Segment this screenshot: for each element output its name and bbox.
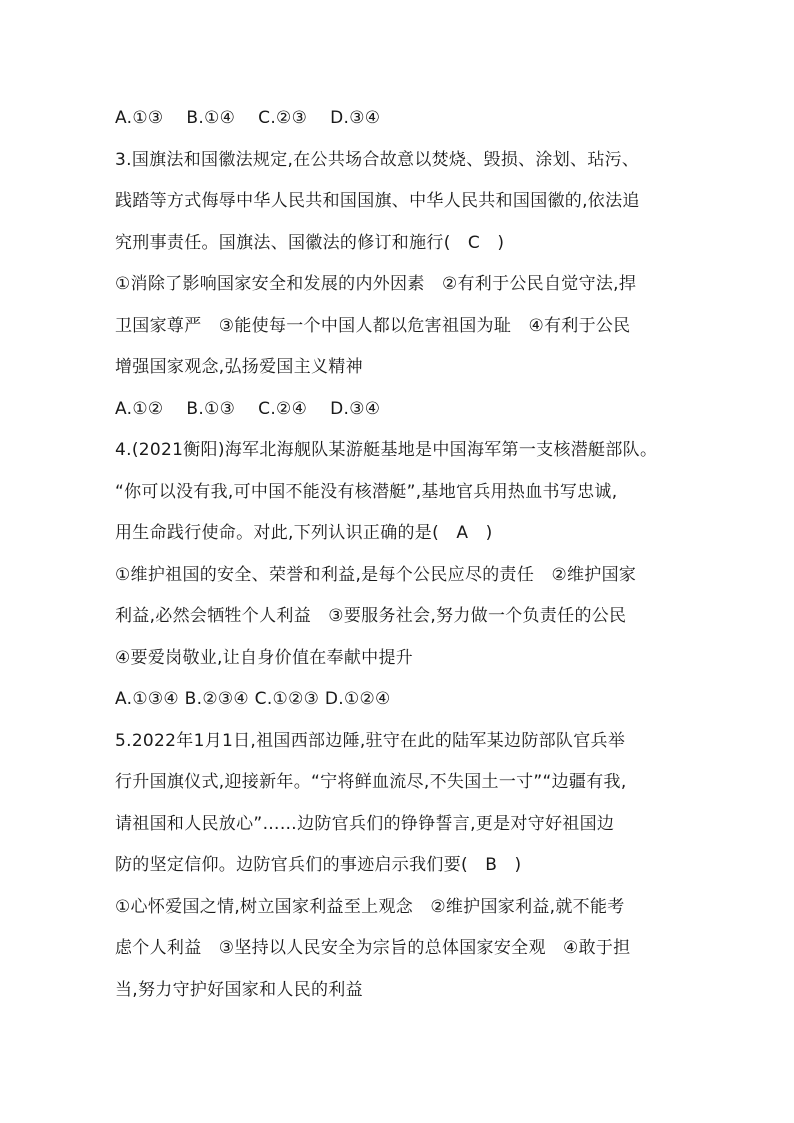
q3-statement-line-2: 卫国家尊严 ③能使每一个中国人都以危害祖国为耻 ④有利于公民 [115,316,631,336]
q5-stem-line-4: 防的坚定信仰。边防官兵们的事迹启示我们要( B ) [115,855,522,875]
q4-stem-line-2: “你可以没有我,可中国不能没有核潜艇”,基地官兵用热血书写忠诚, [115,482,618,502]
q4-statement-line-3: ④要爱岗敬业,让自身价值在奉献中提升 [115,648,414,668]
q5-statement-line-1: ①心怀爱国之情,树立国家利益至上观念 ②维护国家利益,就不能考 [115,897,625,917]
q3-stem-line-3: 究刑事责任。国旗法、国徽法的修订和施行( C ) [115,233,505,253]
q4-statement-line-2: 利益,必然会牺牲个人利益 ③要服务社会,努力做一个负责任的公民 [115,606,627,626]
q3-statement-line-3: 增强国家观念,弘扬爱国主义精神 [115,357,363,377]
q5-statement-line-3: 当,努力守护好国家和人民的利益 [115,980,363,1000]
q4-statement-line-1: ①维护祖国的安全、荣誉和利益,是每个公民应尽的责任 ②维护国家 [115,565,637,585]
q3-options: A.①② B.①③ C.②④ D.③④ [115,399,381,419]
q2-options: A.①③ B.①④ C.②③ D.③④ [115,108,381,128]
q4-options: A.①③④ B.②③④ C.①②③ D.①②④ [115,689,391,709]
q4-stem-line-3: 用生命践行使命。对此,下列认识正确的是( A ) [115,523,493,543]
q4-stem-line-1: 4.(2021衡阳)海军北海舰队某游艇基地是中国海军第一支核潜艇部队。 [115,440,658,460]
q3-statement-line-1: ①消除了影响国家安全和发展的内外因素 ②有利于公民自觉守法,捍 [115,274,637,294]
q3-stem-line-1: 3.国旗法和国徽法规定,在公共场合故意以焚烧、毁损、涂划、玷污、 [115,150,640,170]
q3-stem-line-2: 践踏等方式侮辱中华人民共和国国旗、中华人民共和国国徽的,依法追 [115,191,640,211]
q5-stem-line-1: 5.2022年1月1日,祖国西部边陲,驻守在此的陆军某边防部队官兵举 [115,731,626,751]
q5-stem-line-2: 行升国旗仪式,迎接新年。“宁将鲜血流尽,不失国土一寸”“边疆有我, [115,772,627,792]
q5-stem-line-3: 请祖国和人民放心”……边防官兵们的铮铮誓言,更是对守好祖国边 [115,814,615,834]
q5-statement-line-2: 虑个人利益 ③坚持以人民安全为宗旨的总体国家安全观 ④敢于担 [115,938,631,958]
